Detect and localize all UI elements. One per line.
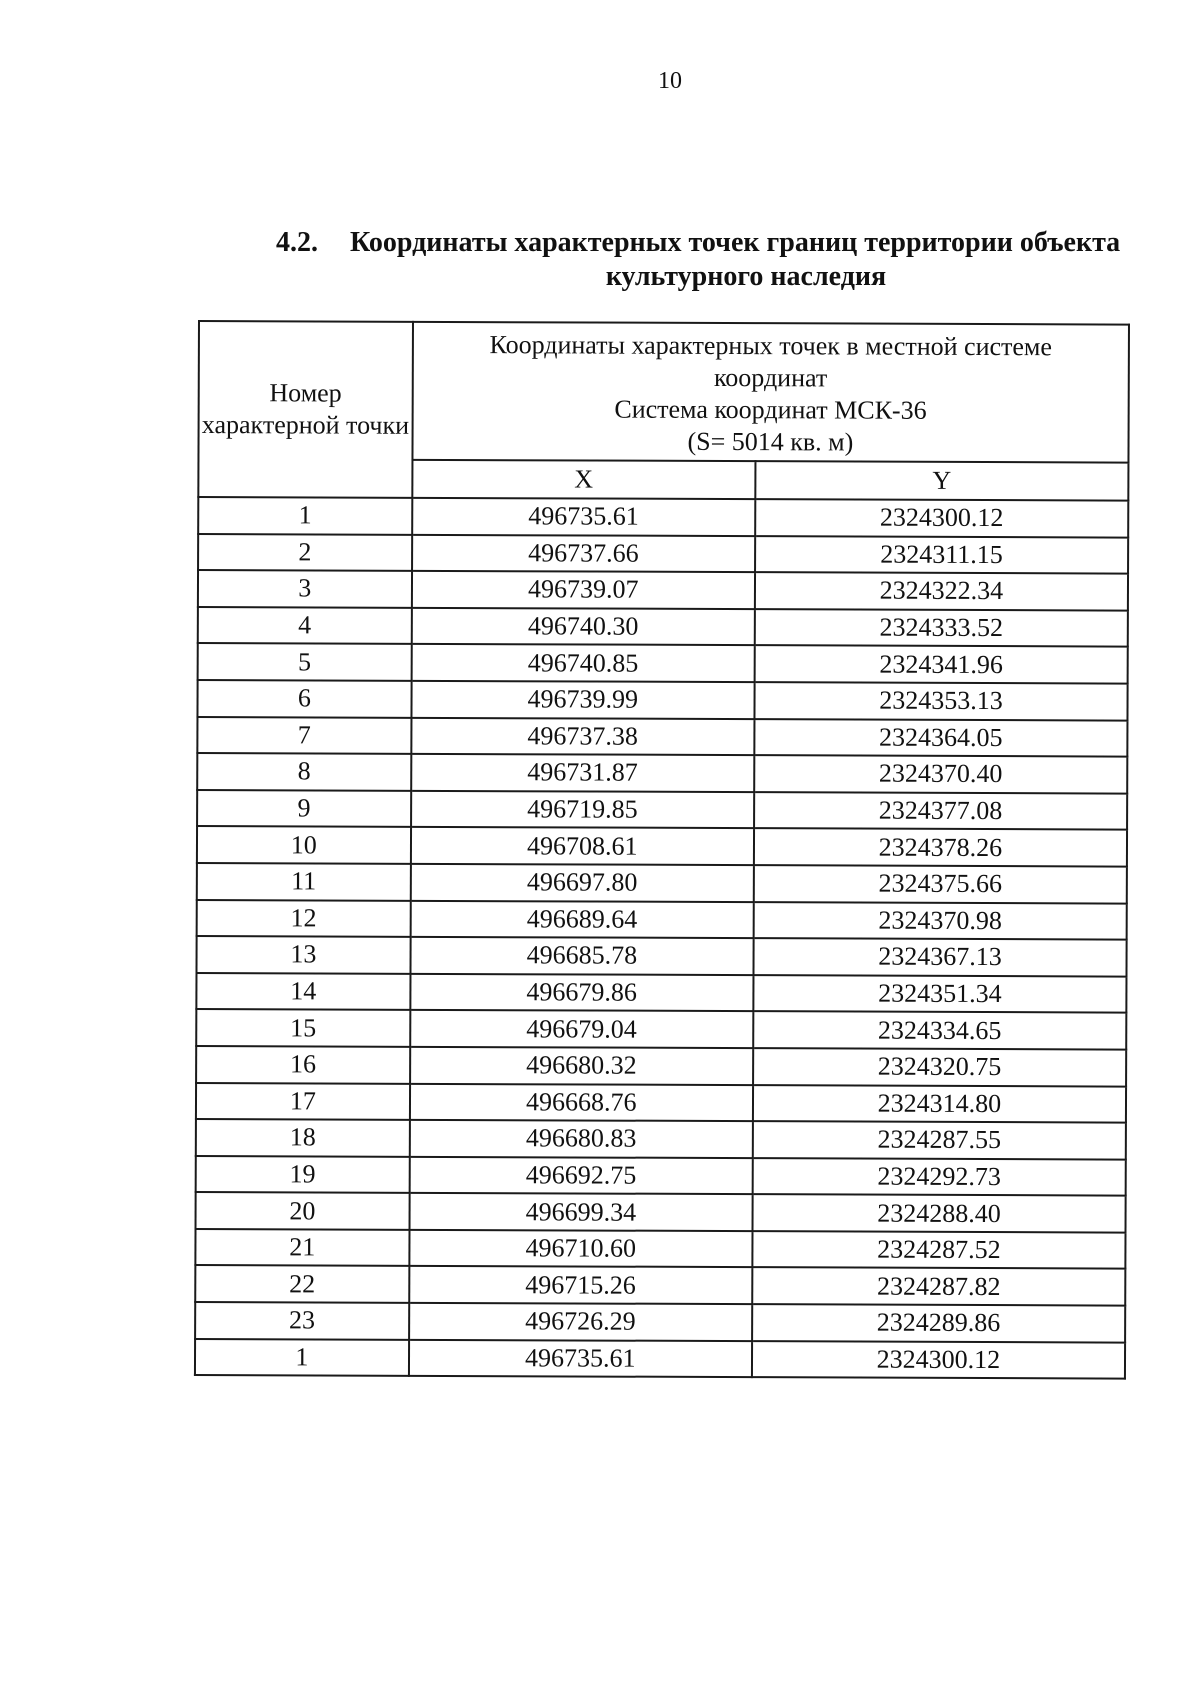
table-row: [196, 973, 1126, 1013]
point-number-cell: 12: [197, 900, 411, 937]
x-coordinate-cell: 496679.04: [410, 1010, 753, 1048]
x-coordinate-cell: 496739.99: [411, 681, 754, 719]
table-row: [198, 643, 1128, 683]
point-number-cell: 18: [196, 1119, 410, 1156]
y-coordinate-cell: 2324377.08: [754, 792, 1127, 830]
point-number-cell: 7: [197, 717, 411, 754]
x-coordinate-cell: 496715.26: [409, 1266, 752, 1304]
y-coordinate-cell: 2324287.55: [753, 1121, 1126, 1159]
coordinates-table: [194, 320, 1130, 1380]
coords-header-line2: координат: [713, 362, 828, 393]
section-title-line1: Координаты характерных точек границ территории объекта: [350, 227, 1121, 258]
table-row: [195, 1302, 1125, 1342]
x-coordinate-cell: 496680.32: [410, 1047, 753, 1085]
table-row: [197, 680, 1127, 720]
y-coordinate-cell: 2324341.96: [754, 646, 1127, 684]
point-number-cell: 16: [196, 1046, 410, 1083]
x-coordinate-cell: 496699.34: [409, 1193, 752, 1231]
point-number-cell: 1: [198, 497, 412, 534]
table-row: [196, 1046, 1126, 1086]
y-coordinate-cell: 2324351.34: [753, 975, 1126, 1013]
y-coordinate-cell: 2324334.65: [753, 1011, 1126, 1049]
x-coordinate-cell: 496726.29: [409, 1303, 752, 1341]
table-row: [197, 900, 1127, 940]
point-number-header: Номер характерной точки: [198, 321, 412, 498]
y-coordinate-cell: 2324375.66: [754, 865, 1127, 903]
section-title-line2: культурного наследия: [605, 261, 887, 292]
table-row: [197, 717, 1127, 757]
y-coordinate-cell: 2324289.86: [752, 1304, 1125, 1342]
table-row: [196, 936, 1126, 976]
section-number: 4.2.: [276, 227, 318, 258]
table-row: [197, 790, 1127, 830]
x-coordinate-cell: 496737.66: [412, 534, 755, 572]
point-number-cell: 19: [196, 1156, 410, 1193]
table-row: [196, 1156, 1126, 1196]
table-row: [197, 826, 1127, 866]
x-coordinate-cell: 496735.61: [412, 498, 755, 536]
point-number-cell: 17: [196, 1082, 410, 1119]
x-coordinate-cell: 496719.85: [411, 791, 754, 829]
y-coordinate-cell: 2324370.98: [754, 902, 1127, 940]
point-number-cell: 3: [198, 570, 412, 607]
y-coordinate-cell: 2324333.52: [755, 609, 1128, 647]
y-coordinate-cell: 2324314.80: [753, 1085, 1126, 1123]
x-coordinate-cell: 496697.80: [410, 864, 753, 902]
x-coordinate-cell: 496689.64: [410, 900, 753, 938]
table-row: [198, 570, 1128, 610]
y-coordinate-cell: 2324364.05: [754, 719, 1127, 757]
x-column-header: X: [412, 460, 755, 499]
y-coordinate-cell: 2324300.12: [755, 499, 1128, 537]
x-coordinate-cell: 496740.85: [411, 644, 754, 682]
x-coordinate-cell: 496685.78: [410, 937, 753, 975]
point-number-cell: 1: [195, 1339, 409, 1376]
y-coordinate-cell: 2324353.13: [754, 682, 1127, 720]
table-row: [195, 1339, 1125, 1379]
x-coordinate-cell: 496668.76: [410, 1083, 753, 1121]
y-coordinate-cell: 2324288.40: [752, 1194, 1125, 1232]
page-number: 10: [658, 68, 682, 94]
coords-header-line4: (S= 5014 кв. м): [687, 426, 854, 457]
table-row: [197, 753, 1127, 793]
coordinates-system-header: [412, 322, 1129, 463]
point-number-cell: 2: [198, 534, 412, 571]
x-coordinate-cell: 496737.38: [411, 717, 754, 755]
point-number-cell: 14: [196, 973, 410, 1010]
x-coordinate-cell: 496708.61: [411, 827, 754, 865]
y-coordinate-cell: 2324367.13: [753, 938, 1126, 976]
x-coordinate-cell: 496679.86: [410, 974, 753, 1012]
table-row: [198, 497, 1128, 537]
point-number-cell: 5: [198, 643, 412, 680]
point-number-cell: 4: [198, 607, 412, 644]
y-coordinate-cell: 2324311.15: [755, 536, 1128, 574]
table-row: [195, 1229, 1125, 1269]
x-coordinate-cell: 496710.60: [409, 1230, 752, 1268]
table-row: [196, 1082, 1126, 1122]
point-number-cell: 9: [197, 790, 411, 827]
point-number-cell: 13: [196, 936, 410, 973]
point-number-cell: 6: [197, 680, 411, 717]
x-coordinate-cell: 496735.61: [409, 1339, 752, 1377]
point-number-cell: 21: [195, 1229, 409, 1266]
y-coordinate-cell: 2324287.52: [752, 1231, 1125, 1269]
table-row: [197, 863, 1127, 903]
point-number-cell: 8: [197, 753, 411, 790]
point-number-cell: 10: [197, 826, 411, 863]
x-coordinate-cell: 496731.87: [411, 754, 754, 792]
x-coordinate-cell: 496692.75: [409, 1157, 752, 1195]
table-row: [196, 1192, 1126, 1232]
table-row: [198, 534, 1128, 574]
point-number-cell: 22: [195, 1265, 409, 1302]
point-number-cell: 23: [195, 1302, 409, 1339]
table-row: [195, 1265, 1125, 1305]
y-coordinate-cell: 2324370.40: [754, 755, 1127, 793]
section-heading: [276, 226, 1146, 294]
point-number-cell: 11: [197, 863, 411, 900]
y-coordinate-cell: 2324378.26: [754, 828, 1127, 866]
table-row: [198, 607, 1128, 647]
coords-header-line1: Координаты характерных точек в местной системе: [489, 330, 1053, 362]
point-number-cell: 20: [196, 1192, 410, 1229]
table-row: [196, 1009, 1126, 1049]
table-row: [196, 1119, 1126, 1159]
y-coordinate-cell: 2324300.12: [752, 1341, 1125, 1379]
x-coordinate-cell: 496680.83: [410, 1120, 753, 1158]
y-coordinate-cell: 2324320.75: [753, 1048, 1126, 1086]
x-coordinate-cell: 496739.07: [412, 571, 755, 609]
y-coordinate-cell: 2324292.73: [753, 1158, 1126, 1196]
coords-header-line3: Система координат МСК-36: [614, 394, 927, 425]
x-coordinate-cell: 496740.30: [411, 608, 754, 646]
y-coordinate-cell: 2324322.34: [755, 572, 1128, 610]
point-number-cell: 15: [196, 1009, 410, 1046]
y-column-header: Y: [755, 461, 1128, 500]
y-coordinate-cell: 2324287.82: [752, 1268, 1125, 1306]
